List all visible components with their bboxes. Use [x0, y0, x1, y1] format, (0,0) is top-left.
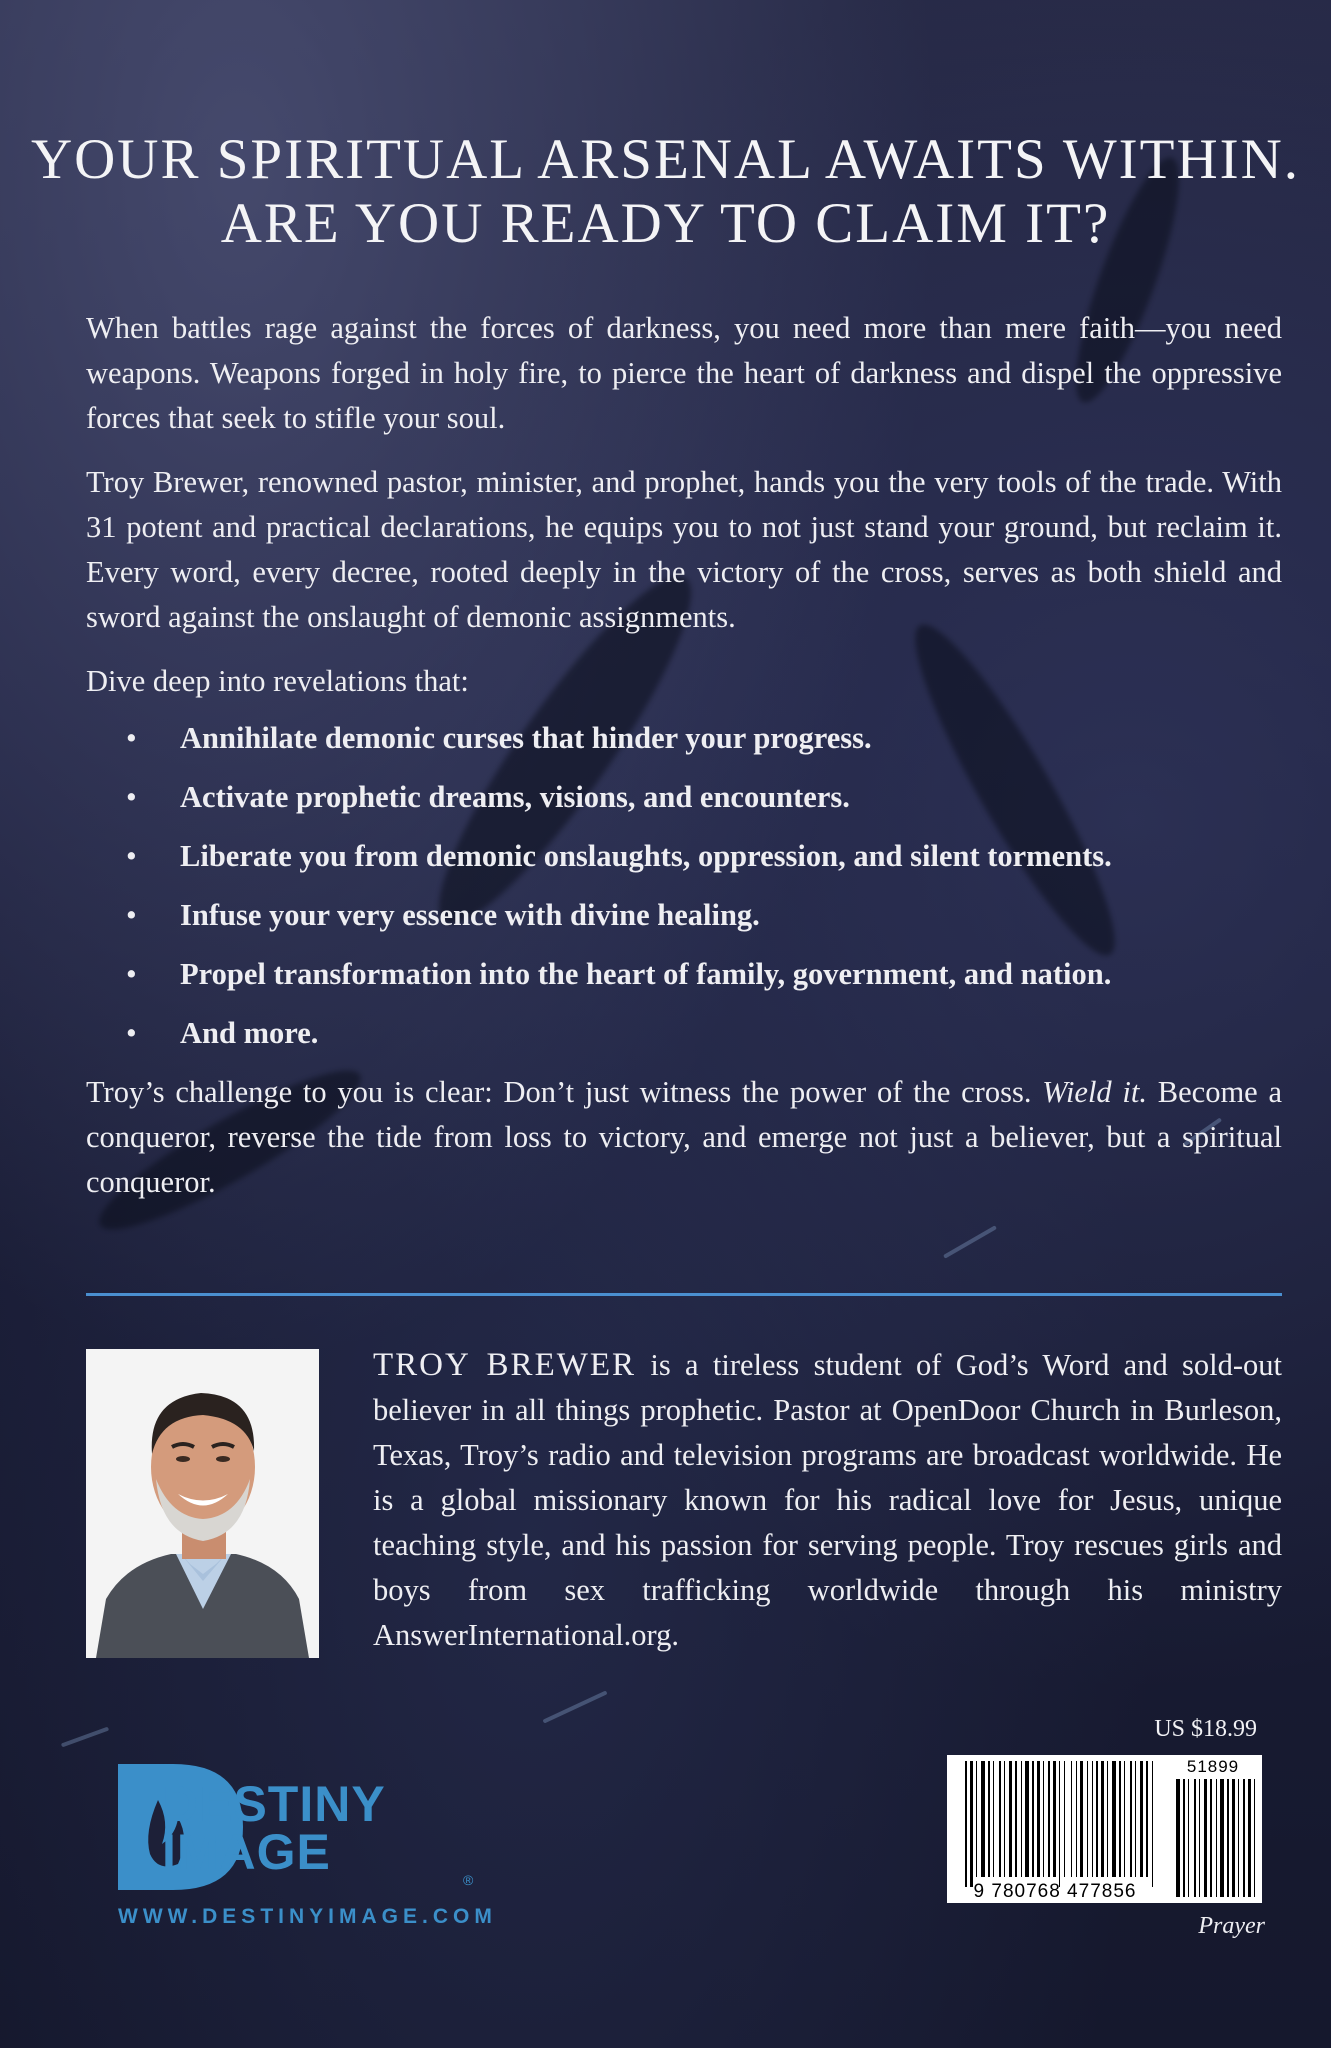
list-item: • Liberate you from demonic onslaughts, oppression, and silent torments. [126, 834, 1282, 879]
barcode-bar [1096, 1761, 1098, 1877]
barcode-addon-bar [1254, 1779, 1255, 1897]
isbn-barcode [947, 1755, 1262, 1903]
background-shard [61, 1727, 109, 1748]
barcode-addon-bar [1238, 1779, 1239, 1897]
intro-paragraph-2: Troy Brewer, renowned pastor, minister, and prophet, hands you the very tools of the trade. With 31 potent and practical declarations, he equips you to not just stand your ground, but reclaim it. Every word, every decree, rooted deeply in the victory of the cross, serves as both shield and sword against the onslaught of demonic assignments. [86, 465, 1282, 634]
closing-paragraph [86, 1070, 1282, 1205]
barcode-addon-bar [1176, 1779, 1180, 1897]
publisher-line-1: DESTINY [162, 1776, 386, 1832]
barcode-addon-bar [1243, 1779, 1245, 1897]
barcode-bar [1130, 1761, 1132, 1877]
barcode-addon-bar [1216, 1779, 1217, 1897]
barcode-bar [1071, 1761, 1072, 1877]
author-name: TROY BREWER [373, 1347, 637, 1383]
price: US $18.99 [1154, 1716, 1257, 1742]
barcode-bar [1009, 1761, 1012, 1877]
isbn-digits: 9 780768 477856 [973, 1881, 1137, 1902]
barcode-bar [1119, 1761, 1121, 1877]
background-shard [542, 1690, 607, 1723]
barcode-bar [965, 1761, 967, 1887]
description [86, 306, 1282, 1224]
author-photo [86, 1349, 319, 1658]
list-item: • And more. [126, 1011, 1282, 1056]
barcode-bar [1025, 1761, 1029, 1877]
barcode-bar [988, 1761, 990, 1877]
barcode-bar [1076, 1761, 1077, 1877]
barcode-addon-bar [1199, 1779, 1200, 1897]
barcode-bar [1080, 1761, 1083, 1877]
registered-mark: ® [463, 1872, 474, 1888]
barcode-addon-bar [1183, 1779, 1185, 1897]
list-item: • Activate prophetic dreams, visions, and encounters. [126, 775, 1282, 820]
barcode-addon-bar [1220, 1779, 1224, 1897]
publisher-wordmark [162, 1776, 386, 1880]
headline-line-2: ARE YOU READY TO CLAIM IT? [220, 192, 1111, 255]
barcode-bar [1112, 1761, 1116, 1877]
category-label: Prayer [1198, 1913, 1265, 1939]
barcode-bar [1087, 1761, 1088, 1877]
barcode-bar [1043, 1761, 1044, 1877]
section-divider [86, 1293, 1282, 1296]
barcode-bar [1059, 1761, 1060, 1887]
closing-emphasis: Wield it. [1042, 1075, 1148, 1109]
barcode-bar [1107, 1761, 1108, 1877]
headline [0, 128, 1331, 256]
barcode-addon-bar [1204, 1779, 1207, 1897]
barcode-bar [1101, 1761, 1104, 1877]
author-bio-text: is a tireless student of God’s Word and sold-out believer in all things prophetic. Pastor at OpenDoor Church in Burleson, Texas, Troy’s radio and television programs are broadcast worldwide. He is a global missionary known for his radical love for Jesus, unique teaching style, and his passion for serving people. Troy rescues girls and boys from sex trafficking worldwide through his ministry AnswerInternational.org. [373, 1348, 1283, 1652]
barcode-bar [981, 1761, 985, 1877]
barcode-bar [999, 1761, 1001, 1877]
barcode-bar [1135, 1761, 1136, 1877]
barcode-addon-bar [1188, 1779, 1189, 1897]
barcode-bar [1053, 1761, 1056, 1877]
barcode-bar [1037, 1761, 1040, 1877]
barcode-bar [1015, 1761, 1017, 1877]
publisher-line-2: IMAGE [162, 1824, 331, 1880]
barcode-addon-bar [1210, 1779, 1212, 1897]
author-bio [373, 1343, 1282, 1658]
closing-text-before: Troy’s challenge to you is clear: Don’t just witness the power of the cross. [86, 1075, 1032, 1109]
barcode-bar [976, 1761, 977, 1877]
revelation-list [86, 716, 1282, 1056]
barcode-bar [1048, 1761, 1050, 1877]
publisher-url: WWW.DESTINYIMAGE.COM [118, 1905, 497, 1928]
barcode-bar [1064, 1761, 1065, 1877]
intro-paragraph-1: When battles rage against the forces of darkness, you need more than mere faith—you need weapons. Weapons forged in holy fire, to pierce the heart of darkness and dispel the oppressive forces that seek to stifle your soul. [86, 311, 1282, 435]
barcode-bar [1140, 1761, 1143, 1877]
headline-line-1: YOUR SPIRITUAL ARSENAL AWAITS WITHIN. [30, 128, 1301, 191]
list-item: • Propel transformation into the heart of family, government, and nation. [126, 952, 1282, 997]
barcode-addon-bar [1248, 1779, 1251, 1897]
barcode-bar [1021, 1761, 1022, 1877]
barcode-addon-bar [1227, 1779, 1229, 1897]
barcode-bar [1146, 1761, 1148, 1877]
background-shard [943, 1225, 997, 1258]
list-item: • Infuse your very essence with divine healing. [126, 893, 1282, 938]
barcode-bar [993, 1761, 994, 1877]
barcode-bar [1124, 1761, 1125, 1877]
list-item: • Annihilate demonic curses that hinder your progress. [126, 716, 1282, 761]
barcode-bar [1004, 1761, 1005, 1877]
barcode-bar [1092, 1761, 1093, 1877]
author-portrait-illustration [86, 1349, 319, 1658]
barcode-bar [1032, 1761, 1034, 1877]
barcode-bar [970, 1761, 973, 1887]
intro-paragraph-3: Dive deep into revelations that: [86, 664, 469, 698]
barcode-addon-bar [1232, 1779, 1235, 1897]
barcode-bar [1152, 1761, 1153, 1887]
barcode-addon-bar [1194, 1779, 1196, 1897]
price-addon-digits: 51899 [1186, 1757, 1240, 1776]
closing-text-after: Become a conqueror, reverse the tide from loss to victory, and emerge not just a believer, but a spiritual conqueror. [86, 1075, 1283, 1199]
